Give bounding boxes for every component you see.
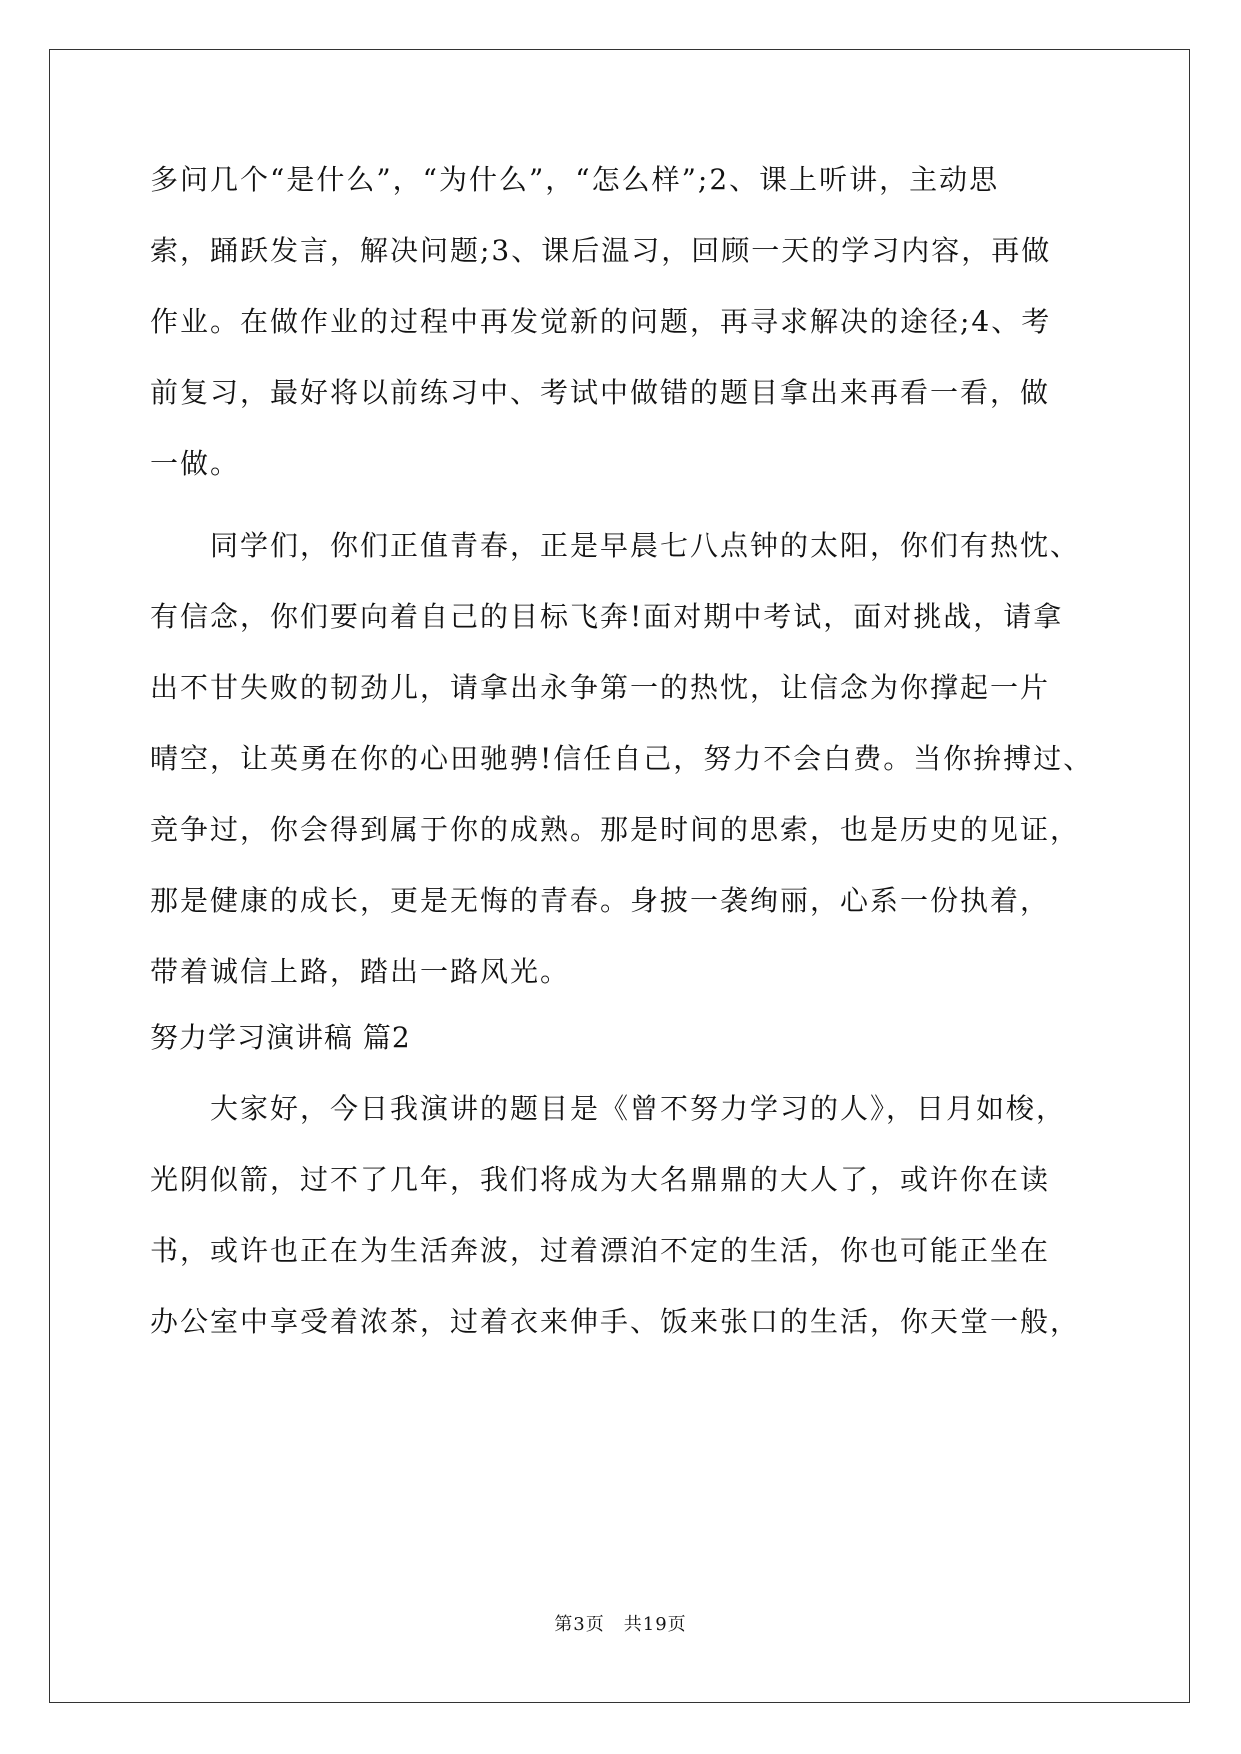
text-line: 多问几个“是什么”，“为什么”，“怎么样”;2、课上听讲，主动思 bbox=[150, 163, 1000, 196]
page-frame bbox=[49, 49, 1190, 1703]
text-line: 前复习，最好将以前练习中、考试中做错的题目拿出来再看一看，做 bbox=[150, 376, 1051, 409]
text-line: 出不甘失败的韧劲儿，请拿出永争第一的热忱，让信念为你撑起一片 bbox=[150, 671, 1051, 704]
text-line: 带着诚信上路，踏出一路风光。 bbox=[150, 955, 571, 988]
text-line: 晴空，让英勇在你的心田驰骋!信任自己，努力不会白费。当你拚搏过、 bbox=[150, 742, 1094, 775]
text-line: 有信念，你们要向着自己的目标飞奔!面对期中考试，面对挑战，请拿 bbox=[150, 600, 1064, 633]
text-line: 那是健康的成长，更是无悔的青春。身披一袭绚丽，心系一份执着， bbox=[150, 884, 1051, 917]
text-line: 索，踊跃发言，解决问题;3、课后温习，回顾一天的学习内容，再做 bbox=[150, 234, 1052, 267]
text-line: 同学们，你们正值青春，正是早晨七八点钟的太阳，你们有热忱、 bbox=[150, 529, 1081, 562]
page-number: 第3页 共19页 bbox=[554, 1614, 687, 1635]
text-line: 办公室中享受着浓茶，过着衣来伸手、饭来张口的生活，你天堂一般， bbox=[150, 1305, 1081, 1338]
text-line: 一做。 bbox=[150, 447, 241, 480]
text-line: 光阴似箭，过不了几年，我们将成为大名鼎鼎的大人了，或许你在读 bbox=[150, 1163, 1051, 1196]
text-line: 书，或许也正在为生活奔波，过着漂泊不定的生活，你也可能正坐在 bbox=[150, 1234, 1051, 1267]
text-line: 作业。在做作业的过程中再发觉新的问题，再寻求解决的途径;4、考 bbox=[150, 305, 1052, 338]
text-line: 竞争过，你会得到属于你的成熟。那是时间的思索，也是历史的见证， bbox=[150, 813, 1081, 846]
text-line: 大家好，今日我演讲的题目是《曾不努力学习的人》，日月如梭， bbox=[150, 1092, 1067, 1125]
section-heading: 努力学习演讲稿 篇2 bbox=[150, 1021, 411, 1054]
